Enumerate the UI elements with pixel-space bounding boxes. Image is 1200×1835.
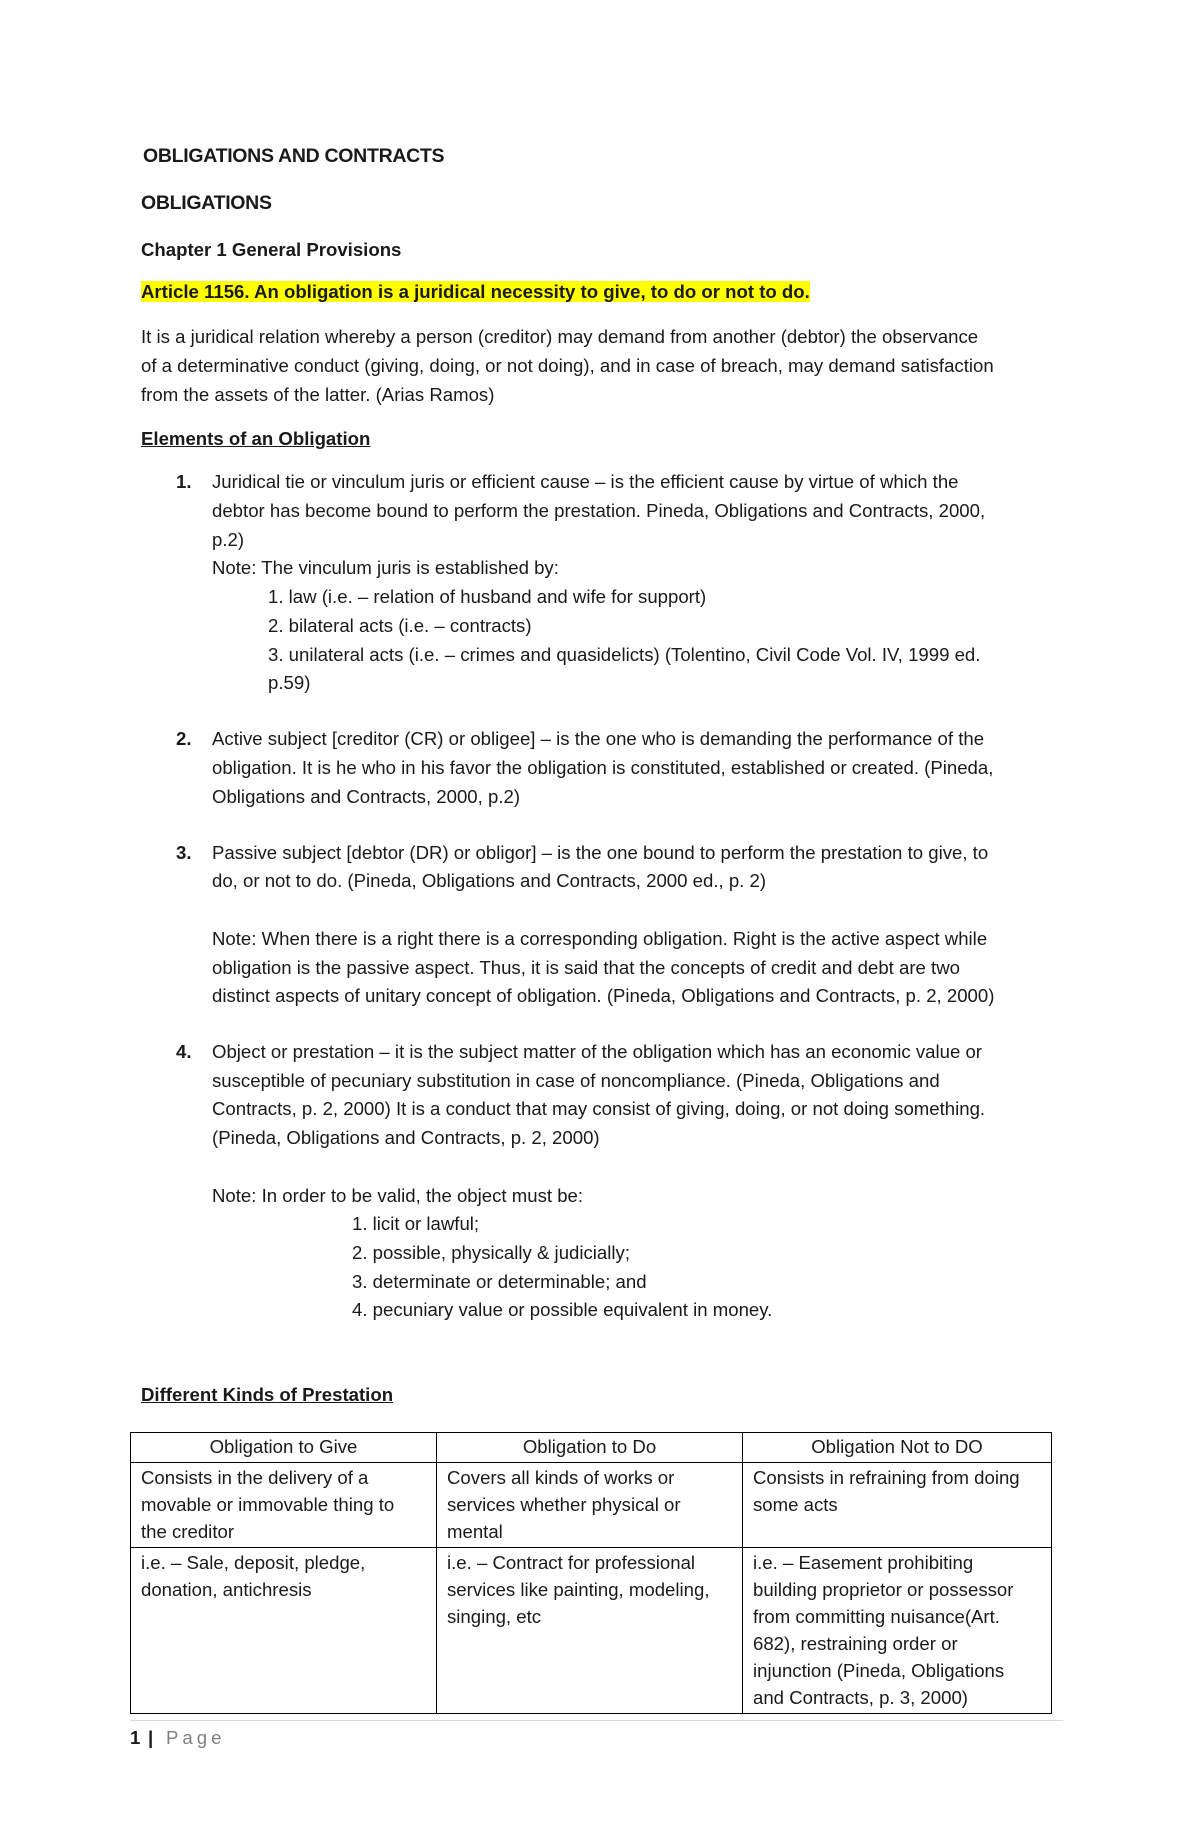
cell-line: mental	[447, 1521, 503, 1542]
table-header-row	[131, 1433, 1052, 1463]
cell-line: and Contracts, p. 3, 2000)	[753, 1687, 968, 1708]
table-cell	[437, 1463, 743, 1548]
list-item-line: Contracts, p. 2, 2000) It is a conduct that may consist of giving, doing, or not doing something.	[212, 1098, 986, 1119]
cell-line: singing, etc	[447, 1606, 542, 1627]
cell-line: i.e. – Contract for professional	[447, 1552, 696, 1573]
list-number: 1.	[176, 471, 192, 492]
page-label: Page	[166, 1727, 226, 1748]
list-item-line: (Pineda, Obligations and Contracts, p. 2, 2000)	[212, 1127, 600, 1148]
list-number: 4.	[176, 1041, 192, 1062]
intro-line: from the assets of the latter. (Arias Ramos)	[141, 384, 495, 405]
list-item-line: Juridical tie or vinculum juris or efficient cause – is the efficient cause by virtue of which the	[212, 471, 959, 492]
column-header: Obligation to Do	[437, 1433, 743, 1463]
list-item-line: Passive subject [debtor (DR) or obligor] – is the one bound to perform the prestation to give, to	[212, 842, 989, 863]
cell-line: services like painting, modeling,	[447, 1579, 710, 1600]
sub-item: 2. bilateral acts (i.e. – contracts)	[268, 615, 532, 636]
note-line: obligation is the passive aspect. Thus, it is said that the concepts of credit and debt are two	[212, 957, 960, 978]
article-highlight: Article 1156. An obligation is a juridical necessity to give, to do or not to do.	[141, 281, 810, 302]
chapter-heading: Chapter 1 General Provisions	[141, 239, 402, 260]
list-item-line: p.2)	[212, 529, 245, 550]
table-cell	[743, 1548, 1052, 1714]
cell-line: Covers all kinds of works or	[447, 1467, 675, 1488]
list-item-line: susceptible of pecuniary substitution in case of noncompliance. (Pineda, Obligations and	[212, 1070, 940, 1091]
intro-line: of a determinative conduct (giving, doing, or not doing), and in case of breach, may demand satisfaction	[141, 355, 994, 376]
elements-heading: Elements of an Obligation	[141, 428, 371, 449]
cell-line: 682), restraining order or	[753, 1633, 958, 1654]
intro-line: It is a juridical relation whereby a person (creditor) may demand from another (debtor) the observance	[141, 326, 979, 347]
sub-item: p.59)	[268, 672, 311, 693]
cell-line: from committing nuisance(Art.	[753, 1606, 1000, 1627]
list-number: 2.	[176, 728, 192, 749]
table-row	[131, 1463, 1052, 1548]
table-cell	[131, 1548, 437, 1714]
note-line: Note: In order to be valid, the object must be:	[212, 1185, 584, 1206]
cell-line: services whether physical or	[447, 1494, 681, 1515]
cell-line: some acts	[753, 1494, 838, 1515]
list-item-line: debtor has become bound to perform the prestation. Pineda, Obligations and Contracts, 2000,	[212, 500, 986, 521]
list-item-line: Note: The vinculum juris is established by:	[212, 557, 559, 578]
sub-item: 3. determinate or determinable; and	[352, 1271, 647, 1292]
list-number: 3.	[176, 842, 192, 863]
cell-line: Consists in refraining from doing	[753, 1467, 1020, 1488]
cell-line: i.e. – Sale, deposit, pledge,	[141, 1552, 366, 1573]
cell-line: Consists in the delivery of a	[141, 1467, 369, 1488]
sub-item: 3. unilateral acts (i.e. – crimes and quasidelicts) (Tolentino, Civil Code Vol. IV, 1999 ed.	[268, 644, 981, 665]
cell-line: injunction (Pineda, Obligations	[753, 1660, 1005, 1681]
column-header: Obligation Not to DO	[743, 1433, 1052, 1463]
table-cell	[743, 1463, 1052, 1548]
cell-line: donation, antichresis	[141, 1579, 312, 1600]
sub-item: 1. licit or lawful;	[352, 1213, 480, 1234]
sub-item: 1. law (i.e. – relation of husband and wife for support)	[268, 586, 707, 607]
list-item-line: obligation. It is he who in his favor the obligation is constituted, established or created. (Pineda,	[212, 757, 994, 778]
cell-line: movable or immovable thing to	[141, 1494, 395, 1515]
article-heading	[141, 281, 810, 303]
list-item-line: Object or prestation – it is the subject matter of the obligation which has an economic value or	[212, 1041, 982, 1062]
list-item-line: do, or not to do. (Pineda, Obligations and Contracts, 2000 ed., p. 2)	[212, 870, 767, 891]
list-item-line: Obligations and Contracts, 2000, p.2)	[212, 786, 521, 807]
note-line: distinct aspects of unitary concept of obligation. (Pineda, Obligations and Contracts, p. 2, 2000)	[212, 985, 995, 1006]
cell-line: building proprietor or possessor	[753, 1579, 1014, 1600]
cell-line: i.e. – Easement prohibiting	[753, 1552, 974, 1573]
note-line: Note: When there is a right there is a corresponding obligation. Right is the active aspect while	[212, 928, 988, 949]
cell-line: the creditor	[141, 1521, 235, 1542]
table-row	[131, 1548, 1052, 1714]
footer-divider	[130, 1720, 1063, 1721]
prestation-table	[130, 1432, 1052, 1714]
table-cell	[131, 1463, 437, 1548]
sub-item: 2. possible, physically & judicially;	[352, 1242, 630, 1263]
sub-item: 4. pecuniary value or possible equivalent in money.	[352, 1299, 773, 1320]
table-cell	[437, 1548, 743, 1714]
list-item-line: Active subject [creditor (CR) or obligee] – is the one who is demanding the performance of the	[212, 728, 985, 749]
document-title: OBLIGATIONS AND CONTRACTS	[143, 145, 445, 167]
section-heading: OBLIGATIONS	[141, 192, 272, 214]
page-number: 1	[130, 1727, 141, 1748]
kinds-heading: Different Kinds of Prestation	[141, 1384, 394, 1405]
column-header: Obligation to Give	[131, 1433, 437, 1463]
footer-separator: |	[148, 1727, 154, 1748]
